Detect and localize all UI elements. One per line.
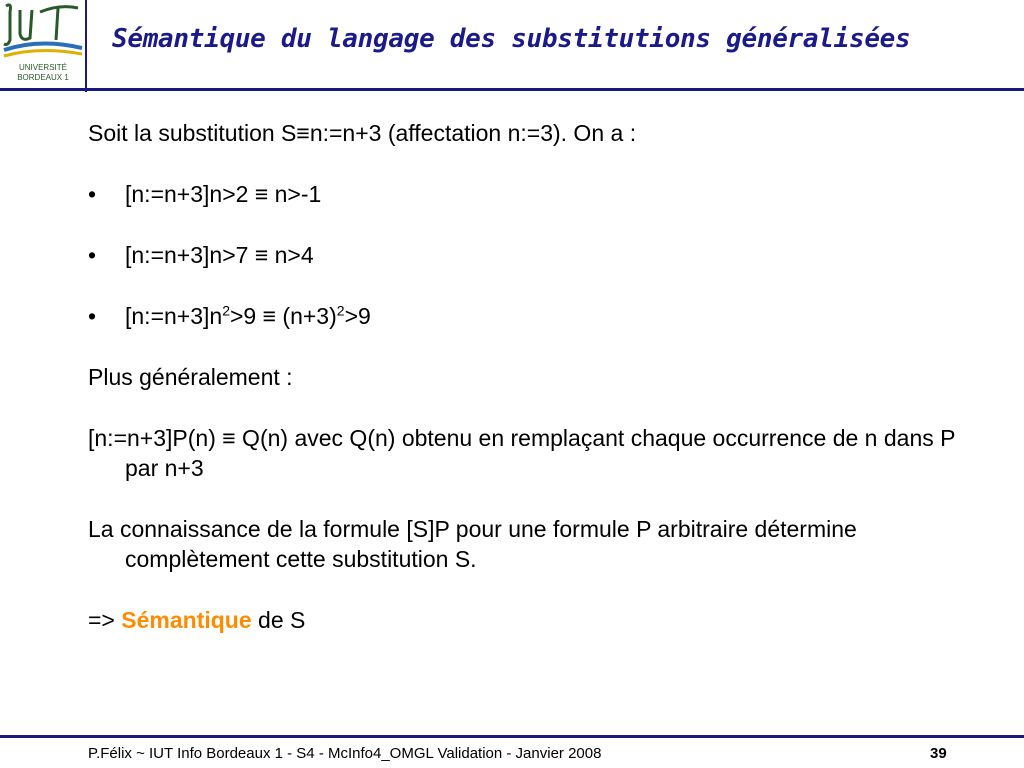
page-number: 39: [930, 745, 947, 762]
general-label: Plus généralement :: [88, 364, 293, 390]
bullet-dot: •: [88, 242, 97, 268]
header-horizontal-rule: [0, 88, 1024, 91]
bullet-text: [n:=n+3]n>2 ≡ n>-1: [125, 181, 322, 207]
bullet-text-part: >9: [344, 303, 371, 329]
conclusion-rest: de S: [258, 607, 306, 633]
logo-text-univ: UNIVERSITÉ: [18, 63, 68, 72]
iut-logo: [0, 0, 86, 90]
bullet-dot: •: [88, 303, 97, 329]
bullet-text: [n:=n+3]n>7 ≡ n>4: [125, 242, 314, 268]
bullet-item-1: [88, 179, 988, 209]
conclusion-arrow: =>: [88, 607, 115, 633]
footer-rule: [0, 735, 1024, 738]
knowledge-text: La connaissance de la formule [S]P pour une formule P arbitraire détermine complètement cette substitution S.: [88, 516, 857, 572]
bullet-item-3: [88, 301, 988, 331]
logo-text-city: BORDEAUX 1: [17, 73, 69, 82]
footer-text: P.Félix ~ IUT Info Bordeaux 1 - S4 - McInfo4_OMGL Validation - Janvier 2008: [88, 745, 602, 762]
bullet-text-part: >9 ≡ (n+3): [230, 303, 337, 329]
header-vertical-rule: [85, 0, 87, 92]
bullet-dot: •: [88, 181, 97, 207]
superscript: 2: [336, 302, 345, 319]
general-formula: [n:=n+3]P(n) ≡ Q(n) avec Q(n) obtenu en remplaçant chaque occurrence de n dans P par n+3: [88, 425, 956, 481]
slide-title: Sémantique du langage des substitutions généralisées: [112, 24, 911, 54]
conclusion-highlight: Sémantique: [121, 607, 252, 633]
bullet-text-part: [n:=n+3]n: [125, 303, 223, 329]
superscript: 2: [222, 302, 230, 319]
slide-body: [88, 118, 988, 666]
intro-text: Soit la substitution S≡n:=n+3 (affectation n:=3). On a :: [88, 120, 637, 146]
bullet-item-2: [88, 240, 988, 270]
conclusion: [88, 605, 988, 635]
